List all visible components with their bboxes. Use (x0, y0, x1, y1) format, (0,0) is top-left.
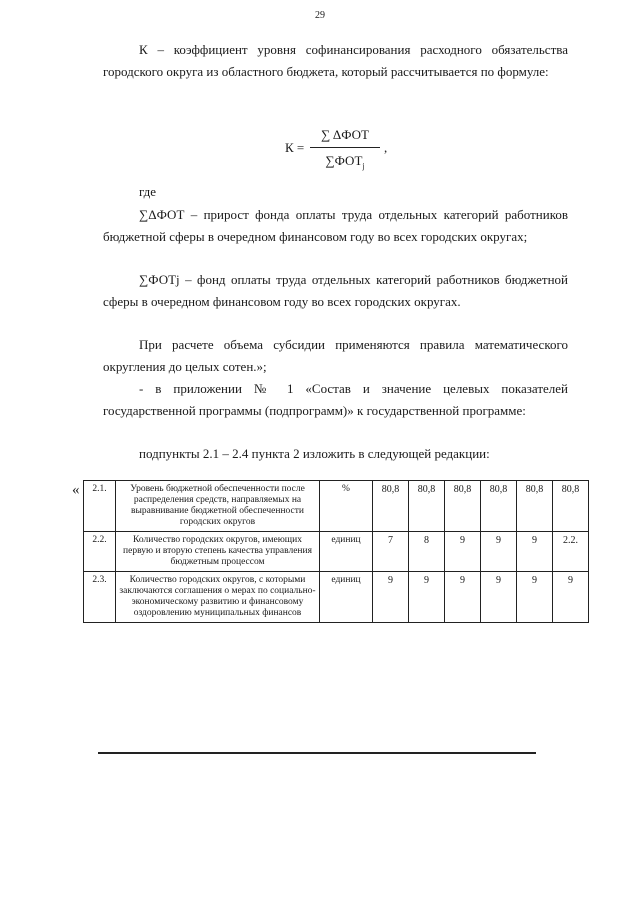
value-cell: 2.2. (553, 532, 589, 572)
formula-lhs: К = (285, 140, 305, 155)
value-cell: 7 (373, 532, 409, 572)
rounding-rule-paragraph: При расчете объема субсидии применяются правила математического округления до целых сотен.»; (103, 337, 568, 374)
row-number: 2.2. (84, 532, 116, 572)
denominator-subscript: j (362, 161, 365, 171)
appendix-intro-paragraph: - в приложении № 1 «Состав и значение целевых показателей государственной программы (подпрограмм)» к государственной программе: (103, 381, 568, 418)
value-cell: 9 (517, 572, 553, 623)
value-cell: 9 (481, 532, 517, 572)
value-cell: 9 (409, 572, 445, 623)
value-cell: 9 (481, 572, 517, 623)
value-cell: 9 (445, 532, 481, 572)
target-indicators-table (83, 480, 589, 623)
footer-rule (98, 752, 536, 754)
k-definition-paragraph: К – коэффициент уровня софинансирования расходного обязательства городского округа из областного бюджета, который рассчитывается по формуле: (103, 42, 568, 79)
unit-cell: единиц (320, 532, 373, 572)
value-cell: 9 (373, 572, 409, 623)
value-cell: 80,8 (373, 481, 409, 532)
value-cell: 9 (445, 572, 481, 623)
value-cell: 9 (553, 572, 589, 623)
fraction-bar (310, 147, 380, 148)
row-number: 2.3. (84, 572, 116, 623)
indicator-name: Количество городских округов, с которыми заключаются соглашения о мерах по социально-экономическому развитию и финансовому оздоровлению муниципальных финансов (116, 572, 320, 623)
unit-cell: единиц (320, 572, 373, 623)
value-cell: 80,8 (481, 481, 517, 532)
denominator-main: ∑ФОТ (325, 153, 363, 168)
table-row (84, 532, 589, 572)
value-cell: 80,8 (517, 481, 553, 532)
delta-fot-definition: ∑ΔФОТ – прирост фонда оплаты труда отдельных категорий работников бюджетной сферы в очередном финансовом году во всех городских округах; (103, 207, 568, 244)
fot-definition: ∑ФОТj – фонд оплаты труда отдельных категорий работников бюджетной сферы в очередном финансовом году во всех городских округах. (103, 272, 568, 309)
where-label: где (139, 184, 157, 199)
value-cell: 8 (409, 532, 445, 572)
indicator-name: Количество городских округов, имеющих первую и вторую степень качества управления бюджетным процессом (116, 532, 320, 572)
row-number: 2.1. (84, 481, 116, 532)
value-cell: 80,8 (445, 481, 481, 532)
formula-comma: , (384, 140, 388, 155)
indicator-name: Уровень бюджетной обеспеченности после распределения средств, направляемых на выравнивание бюджетной обеспеченности городских округов (116, 481, 320, 532)
table-open-quote: « (72, 482, 80, 498)
formula-denominator (310, 153, 380, 171)
subparagraphs-instruction: подпункты 2.1 – 2.4 пункта 2 изложить в следующей редакции: (139, 446, 490, 461)
page-number: 29 (315, 10, 325, 21)
value-cell: 80,8 (553, 481, 589, 532)
unit-cell: % (320, 481, 373, 532)
table-row (84, 572, 589, 623)
value-cell: 80,8 (409, 481, 445, 532)
formula-numerator: ∑ ΔФОТ (321, 127, 369, 142)
value-cell: 9 (517, 532, 553, 572)
table-row (84, 481, 589, 532)
